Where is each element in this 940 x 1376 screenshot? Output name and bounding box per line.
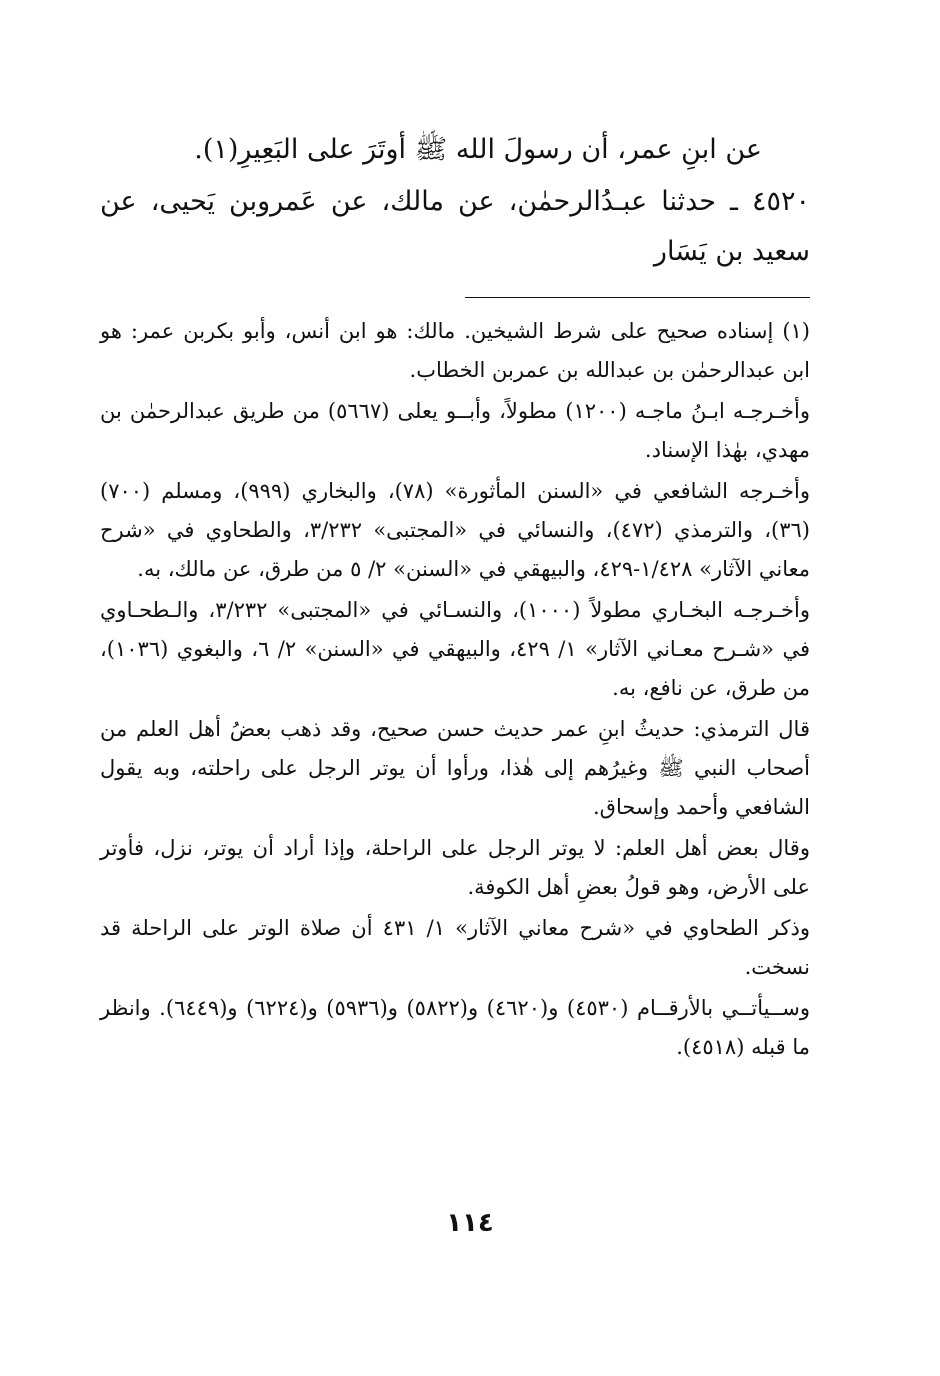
footnote-paragraph: وأخـرجـه البخـاري مطولاً (١٠٠٠)، والنسـائي في «المجتبى» ٣/٢٣٢، والـطحـاوي في «شـرح معـاني الآثار» ١/ ٤٢٩، والبيهقي في «السنن» ٢/ ٦، والبغوي (١٠٣٦)، من طرق، عن نافع، به. [100,598,810,700]
footnote-divider [465,297,810,298]
page-body [100,125,810,1069]
footnote-paragraph: وذكر الطحاوي في «شرح معاني الآثار» ١/ ٤٣١ أن صلاة الوتر على الراحلة قد نسخت. [100,916,810,979]
footnotes [100,312,810,1067]
footnote-paragraph: وأخـرجه الشافعي في «السنن المأثورة» (٧٨)، والبخاري (٩٩٩)، ومسلم (٧٠٠) (٣٦)، والترمذي (٤٧٢)، والنسائي في «المجتبى» ٣/٢٣٢، والطحاوي في «شرح معاني الآثار» ١/٤٢٨-٤٢٩، والبيهقي في «السنن» ٢/ ٥ من طرق، عن مالك، به. [100,479,810,581]
footnote-paragraph: قال الترمذي: حديثُ ابنِ عمر حديث حسن صحيح، وقد ذهب بعضُ أهل العلم من أصحاب النبي ﷺ وغيرُهم إلى هٰذا، ورأوا أن يوتر الرجل على راحلته، وبه يقول الشافعي وأحمد وإسحاق. [100,717,810,819]
footnote-paragraph: وقال بعض أهل العلم: لا يوتر الرجل على الراحلة، وإذا أراد أن يوتر، نزل، فأوتر على الأرض، وهو قولُ بعضِ أهل الكوفة. [100,836,810,899]
footnote-paragraph: (١) إسناده صحيح على شرط الشيخين. مالك: هو ابن أنس، وأبو بكربن عمر: هو ابن عبدالرحمٰن بن عبدالله بن عمربن الخطاب. [100,319,810,382]
isnad-text: ٤٥٢٠ ـ حدثنا عبـدُالرحمٰن، عن مالك، عن عَمروبن يَحيى، عن سعيد بن يَسَار [100,186,810,267]
page-number: ١١٤ [446,1208,494,1238]
hadith-text: عن ابنِ عمر، أن رسولَ الله ﷺ أوتَرَ على البَعِيرِ(١). [194,134,762,165]
footnote-paragraph: وســيأتــي بالأرقــام (٤٥٣٠) و(٤٦٢٠) و(٥٨٢٢) و(٥٩٣٦) و(٦٢٢٤) و(٦٤٤٩). وانظر ما قبله (٤٥١٨). [100,996,811,1059]
footnote-paragraph: وأخـرجـه ابـنُ ماجـه (١٢٠٠) مطولاً، وأبــو يعلى (٥٦٦٧) من طريق عبدالرحمٰن بن مهدي، بهٰذا الإسناد. [100,399,811,462]
